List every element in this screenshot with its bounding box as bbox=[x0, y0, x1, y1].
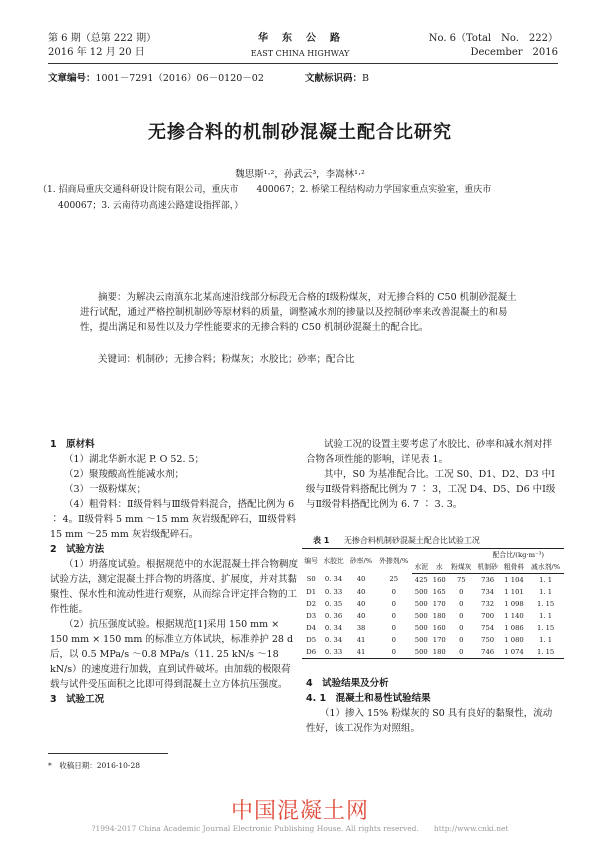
workability-result-text: （1）掺入 15% 粉煤灰的 S0 具有良好的黏聚性，流动性好，该工况作为对照组。 bbox=[306, 708, 553, 734]
table-cell: 500 bbox=[414, 635, 428, 644]
col-header-wb-ratio: 水胶比 bbox=[320, 549, 346, 574]
col-header-fly-ash: 粉煤灰 bbox=[448, 561, 474, 574]
table-row bbox=[302, 586, 564, 598]
table-cell: D2 bbox=[306, 599, 317, 608]
table-cell: 500 bbox=[412, 646, 430, 659]
table-cell: 1 086 bbox=[504, 623, 524, 632]
table-cell: 1. 15 bbox=[536, 599, 555, 608]
document-code-label: 文献标识码： bbox=[305, 73, 363, 84]
table-cell: 40 bbox=[356, 575, 366, 584]
table-cell: D1 bbox=[306, 587, 317, 596]
table-cell: 38 bbox=[356, 623, 366, 632]
col-header-sand: 机制砂 bbox=[474, 561, 500, 574]
table-cell: 0 bbox=[459, 623, 464, 632]
table-cell: D3 bbox=[306, 611, 317, 620]
table-cell: 0 bbox=[459, 635, 464, 644]
table-cell: 1 101 bbox=[504, 587, 524, 596]
mix-proportion-table bbox=[302, 548, 564, 659]
table-cell: 1 074 bbox=[501, 646, 527, 659]
table-cell: 41 bbox=[356, 635, 366, 644]
table-cell: 0. 34 bbox=[324, 575, 343, 584]
table-1-caption bbox=[313, 535, 480, 546]
table-cell: 1. 1 bbox=[539, 587, 553, 596]
abstract-text: 为解决云南滇东北某高速沿线部分标段无合格的Ⅰ级粉煤灰，对无掺合料的 C50 机制砂混凝土进行试配，通过严格控制机制砂等原材料的质量，调整减水剂的掺量以及控制砂率来改善混凝土的和易性，提出满足和易性以及力学性能要求的无掺合料的 C50 机制砂混凝土的配合比。 bbox=[80, 292, 517, 333]
table-cell: 170 bbox=[432, 599, 446, 608]
table-cell: 746 bbox=[474, 646, 500, 659]
table-cell: 0 bbox=[391, 599, 396, 608]
table-cell: 0. 36 bbox=[324, 611, 343, 620]
table-cell: S0 bbox=[306, 575, 316, 584]
table-cell: 160 bbox=[432, 623, 446, 632]
table-row bbox=[302, 646, 564, 659]
compressive-test-text: （2）抗压强度试验。根据规范[1]采用 150 mm × 150 mm × 150 mm 的标准立方体试块，标准养护 28 d 后，以 0.5 MPa/s ～0.8 MPa/s（11. 25 kN/s ～18 kN/s）的速度进行加载，直到试件破坏。由加载的极限荷载与试件受压面积之比即可得到混凝土立方体抗压强度。 bbox=[50, 619, 294, 690]
table-cell: 0. 35 bbox=[324, 599, 343, 608]
keywords-label: 关键词： bbox=[98, 354, 137, 365]
slump-test-text: （1）坍落度试验。根据规范中的水泥混凝土拌合物稠度试验方法，测定混凝土拌合物的坍落度、扩展度，并对其黏聚性、保水性和流动性进行观察，从而综合评定拌合物的工作性能。 bbox=[50, 559, 299, 615]
footnote-rule bbox=[48, 753, 168, 754]
table-cell: 0. 33 bbox=[324, 587, 343, 596]
table-cell: 180 bbox=[432, 611, 446, 620]
table-row bbox=[302, 574, 564, 587]
keywords bbox=[80, 352, 520, 367]
right-column bbox=[306, 437, 560, 512]
issue-date-cn: 2016 年 12 月 20 日 bbox=[48, 47, 145, 58]
table-cell: 40 bbox=[356, 611, 366, 620]
section-2-heading: 2 试验方法 bbox=[50, 544, 105, 555]
table-cell: 732 bbox=[481, 599, 495, 608]
table-cell: 500 bbox=[414, 587, 428, 596]
received-date-footnote: * 收稿日期：2016-10-28 bbox=[48, 761, 140, 770]
col-header-reducer: 减水剂/% bbox=[527, 561, 564, 574]
col-header-coarse: 粗骨料 bbox=[501, 561, 527, 574]
table-cell: 165 bbox=[432, 587, 446, 596]
section-4-1-heading: 4. 1 混凝土和易性试验结果 bbox=[306, 693, 431, 704]
keywords-text: 机制砂；无掺合料；粉煤灰；水胶比；砂率；配合比 bbox=[136, 354, 355, 365]
table-cell: 1. 1 bbox=[539, 575, 553, 584]
table-cell: 170 bbox=[432, 635, 446, 644]
col-header-additive: 外掺剂/% bbox=[375, 549, 412, 574]
col-header-cement: 水泥 bbox=[412, 561, 430, 574]
table-cell: 40 bbox=[356, 587, 366, 596]
table-cell: 1. 15 bbox=[527, 646, 564, 659]
issue-number-cn: 第 6 期（总第 222 期） bbox=[48, 33, 157, 44]
table-cell: 1 080 bbox=[504, 635, 524, 644]
col-header-mix: 配合比/(kg·m⁻³) bbox=[412, 549, 564, 562]
authors: 魏思斯¹·²，孙武云³，李嵩林¹·² bbox=[235, 169, 365, 180]
table-1 bbox=[302, 548, 564, 659]
document-code-value: B bbox=[362, 73, 369, 84]
article-number-value: 1001－7291（2016）06－0120－02 bbox=[95, 73, 264, 84]
table-cell: D6 bbox=[302, 646, 320, 659]
table-1-title: 无掺合料机制砂混凝土配合比试验工况 bbox=[343, 536, 480, 545]
table-cell: 0. 34 bbox=[324, 635, 343, 644]
copyright-line: ?1994-2017 China Academic Journal Electronic Publishing House. All rights reserved. http://www.cnki.net bbox=[91, 824, 509, 833]
table-cell: 41 bbox=[347, 646, 376, 659]
material-coarse-aggregate: （4）粗骨料：Ⅱ级骨料与Ⅲ级骨料混合，搭配比例为 6 ∶ 4。Ⅱ级骨料 5 mm ～15 mm 灰岩级配碎石，Ⅲ级骨料 15 mm ～25 mm 灰岩级配碎石。 bbox=[50, 499, 296, 540]
table-1-number: 表 1 bbox=[313, 536, 330, 545]
table-cell: 754 bbox=[481, 623, 495, 632]
table-cell: 1. 1 bbox=[539, 635, 553, 644]
table-cell: 0 bbox=[459, 599, 464, 608]
material-fly-ash: （3）一级粉煤灰； bbox=[64, 484, 147, 495]
col-header-sand-ratio: 砂率/% bbox=[347, 549, 376, 574]
issue-date-en: December 2016 bbox=[470, 47, 558, 58]
section-3-heading: 3 试验工况 bbox=[50, 694, 105, 705]
left-column bbox=[50, 437, 300, 707]
table-cell: 0. 33 bbox=[320, 646, 346, 659]
table-row bbox=[302, 598, 564, 610]
table-cell: 0 bbox=[391, 635, 396, 644]
table-cell: 1 140 bbox=[504, 611, 524, 620]
paper-title: 无掺合料的机制砂混凝土配合比研究 bbox=[148, 122, 452, 143]
table-cell: D5 bbox=[306, 635, 317, 644]
section-1-heading: 1 原材料 bbox=[50, 439, 95, 450]
table-cell: D4 bbox=[306, 623, 317, 632]
table-cell: 736 bbox=[481, 575, 495, 584]
table-cell: 1 104 bbox=[504, 575, 524, 584]
table-cell: 0 bbox=[375, 646, 412, 659]
table-cell: 425 bbox=[414, 575, 428, 584]
right-column-lower bbox=[306, 676, 560, 736]
table-cell: 1 098 bbox=[504, 599, 524, 608]
table-cell: 40 bbox=[356, 599, 366, 608]
table-cell: 1. 1 bbox=[539, 611, 553, 620]
col-header-id: 编号 bbox=[302, 549, 320, 574]
table-cell: 180 bbox=[430, 646, 448, 659]
abstract-label: 摘要： bbox=[98, 292, 127, 303]
table-cell: 1. 15 bbox=[536, 623, 555, 632]
table-row bbox=[302, 622, 564, 634]
issue-number-en: No. 6（Total No. 222） bbox=[428, 33, 558, 44]
article-number-label: 文章编号： bbox=[48, 73, 96, 84]
section-4-heading: 4 试验结果及分析 bbox=[306, 678, 389, 689]
watermark-text: 中国混凝土网 bbox=[230, 799, 369, 824]
table-cell: 0 bbox=[391, 611, 396, 620]
document-code bbox=[305, 72, 369, 85]
table-cell: 500 bbox=[414, 611, 428, 620]
affiliations-line-1: （1. 招商局重庆交通科研设计院有限公司，重庆市 400067；2. 桥梁工程结构动力学国家重点实验室，重庆市 bbox=[38, 185, 492, 195]
abstract bbox=[80, 290, 520, 335]
affiliations-line-2: 400067；3. 云南待功高速公路建设指挥部，） bbox=[58, 201, 244, 211]
table-cell: 75 bbox=[456, 575, 466, 584]
table-cell: 700 bbox=[481, 611, 495, 620]
table-cell: 25 bbox=[389, 575, 399, 584]
table-cell: 0 bbox=[448, 646, 474, 659]
header-rule bbox=[48, 63, 558, 64]
col-header-water: 水 bbox=[430, 561, 448, 574]
table-cell: 160 bbox=[432, 575, 446, 584]
material-cement: （1）湖北华新水泥 P. O 52. 5； bbox=[64, 454, 205, 465]
conditions-intro: 试验工况的设置主要考虑了水胶比、砂率和减水剂对拌合物各项性能的影响，详见表 1。 bbox=[306, 439, 553, 465]
journal-name-en: EAST CHINA HIGHWAY bbox=[250, 49, 350, 58]
table-cell: 0 bbox=[459, 587, 464, 596]
table-cell: 0 bbox=[391, 587, 396, 596]
table-cell: 0. 34 bbox=[324, 623, 343, 632]
table-cell: 500 bbox=[414, 599, 428, 608]
table-cell: 734 bbox=[481, 587, 495, 596]
table-cell: 750 bbox=[481, 635, 495, 644]
article-number bbox=[48, 72, 264, 85]
table-row bbox=[302, 634, 564, 646]
journal-name-cn: 华 东 公 路 bbox=[258, 33, 342, 44]
table-cell: 500 bbox=[414, 623, 428, 632]
table-cell: 0 bbox=[459, 611, 464, 620]
table-row bbox=[302, 610, 564, 622]
conditions-detail: 其中，S0 为基准配合比。工况 S0、D1、D2、D3 中Ⅰ级与Ⅱ级骨料搭配比例为 7 ∶ 3，工况 D4、D5、D6 中Ⅰ级与Ⅱ级骨料搭配比例为 6. 7 ∶ 3. 3。 bbox=[306, 469, 556, 510]
material-admixture: （2）聚羧酸高性能减水剂； bbox=[64, 469, 185, 480]
table-cell: 0 bbox=[391, 623, 396, 632]
